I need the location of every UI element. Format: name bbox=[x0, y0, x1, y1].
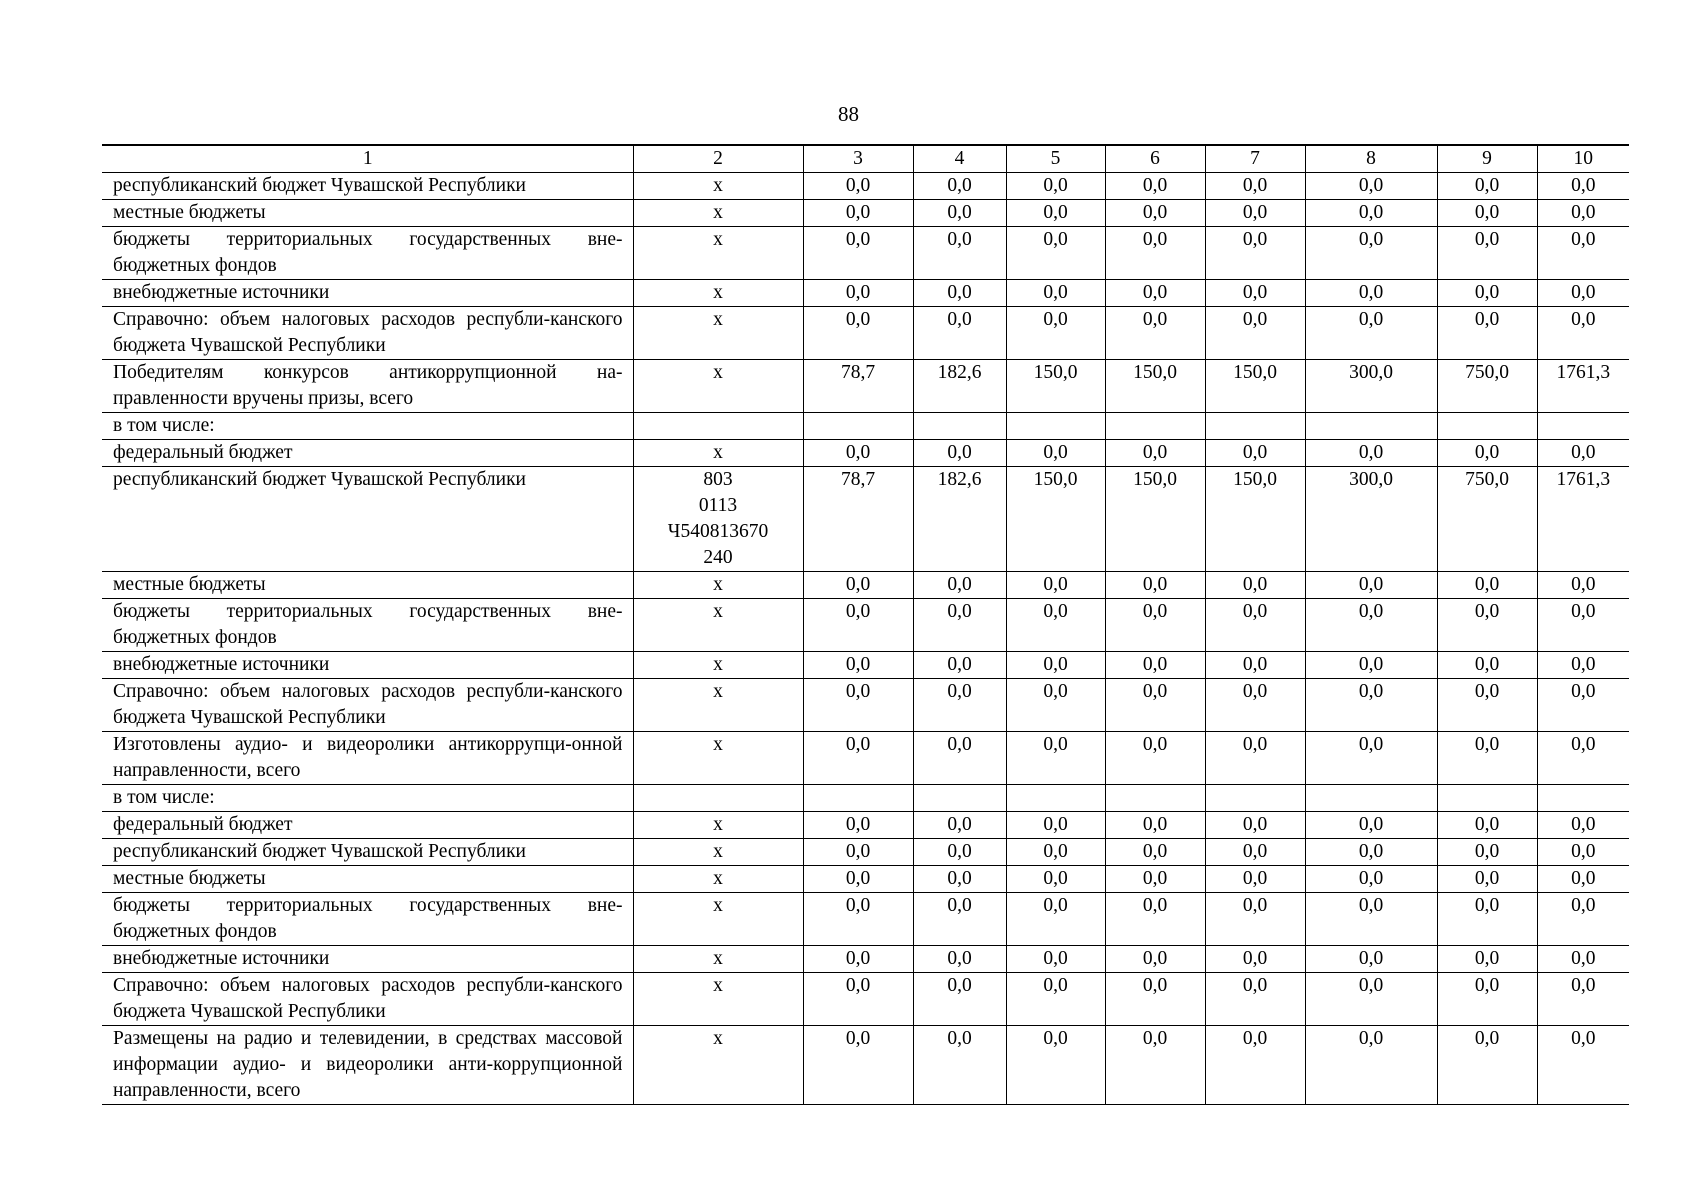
value-cell: 300,0 bbox=[1305, 360, 1437, 413]
value-cell: 150,0 bbox=[1105, 360, 1205, 413]
value-cell: 0,0 bbox=[1006, 1026, 1105, 1105]
value-cell bbox=[1105, 785, 1205, 812]
value-cell bbox=[1537, 413, 1629, 440]
table-row bbox=[102, 785, 1629, 812]
value-cell: 0,0 bbox=[1437, 227, 1537, 280]
value-cell: 0,0 bbox=[1537, 679, 1629, 732]
table-row bbox=[102, 839, 1629, 866]
row-label: внебюджетные источники bbox=[102, 652, 633, 679]
value-cell bbox=[1205, 785, 1305, 812]
value-cell: 0,0 bbox=[1205, 732, 1305, 785]
value-cell: 0,0 bbox=[1006, 679, 1105, 732]
value-cell: 0,0 bbox=[1006, 307, 1105, 360]
column-number: 4 bbox=[913, 145, 1006, 173]
table-row bbox=[102, 893, 1629, 946]
value-cell: 0,0 bbox=[1437, 307, 1537, 360]
value-cell: 0,0 bbox=[1105, 732, 1205, 785]
value-cell: 0,0 bbox=[1105, 1026, 1205, 1105]
value-cell: 0,0 bbox=[803, 946, 913, 973]
value-cell: 0,0 bbox=[1305, 839, 1437, 866]
row-label: республиканский бюджет Чувашской Республики bbox=[102, 467, 633, 572]
value-cell: 0,0 bbox=[1305, 732, 1437, 785]
budget-code: x bbox=[633, 973, 803, 1026]
table-row bbox=[102, 227, 1629, 280]
value-cell: 0,0 bbox=[1437, 839, 1537, 866]
value-cell: 0,0 bbox=[1205, 173, 1305, 200]
value-cell: 0,0 bbox=[1305, 866, 1437, 893]
table-row bbox=[102, 679, 1629, 732]
value-cell: 78,7 bbox=[803, 360, 913, 413]
value-cell: 0,0 bbox=[1006, 973, 1105, 1026]
value-cell: 0,0 bbox=[1305, 652, 1437, 679]
value-cell: 0,0 bbox=[1006, 839, 1105, 866]
budget-code: x bbox=[633, 839, 803, 866]
row-label: бюджеты территориальных государственных вне-бюджетных фондов bbox=[102, 599, 633, 652]
value-cell: 0,0 bbox=[803, 307, 913, 360]
value-cell: 0,0 bbox=[1105, 227, 1205, 280]
value-cell: 150,0 bbox=[1205, 360, 1305, 413]
value-cell: 182,6 bbox=[913, 360, 1006, 413]
value-cell: 0,0 bbox=[1006, 893, 1105, 946]
column-number: 3 bbox=[803, 145, 913, 173]
value-cell: 0,0 bbox=[913, 652, 1006, 679]
value-cell bbox=[1305, 785, 1437, 812]
value-cell: 0,0 bbox=[803, 652, 913, 679]
value-cell: 0,0 bbox=[1006, 652, 1105, 679]
value-cell: 0,0 bbox=[1006, 732, 1105, 785]
row-label: федеральный бюджет bbox=[102, 440, 633, 467]
value-cell: 0,0 bbox=[1205, 973, 1305, 1026]
budget-code: x bbox=[633, 173, 803, 200]
value-cell: 0,0 bbox=[913, 946, 1006, 973]
value-cell: 0,0 bbox=[803, 280, 913, 307]
value-cell: 0,0 bbox=[1205, 227, 1305, 280]
value-cell: 0,0 bbox=[803, 173, 913, 200]
value-cell: 0,0 bbox=[1537, 599, 1629, 652]
row-label: бюджеты территориальных государственных вне-бюджетных фондов bbox=[102, 893, 633, 946]
table-row bbox=[102, 360, 1629, 413]
value-cell: 0,0 bbox=[1205, 679, 1305, 732]
budget-code: x bbox=[633, 572, 803, 599]
value-cell: 0,0 bbox=[1437, 440, 1537, 467]
budget-code: x bbox=[633, 440, 803, 467]
value-cell: 0,0 bbox=[1006, 200, 1105, 227]
table-row bbox=[102, 812, 1629, 839]
row-label: Изготовлены аудио- и видеоролики антикоррупци-онной направленности, всего bbox=[102, 732, 633, 785]
value-cell: 0,0 bbox=[1537, 200, 1629, 227]
budget-code: x bbox=[633, 307, 803, 360]
value-cell: 0,0 bbox=[1105, 599, 1205, 652]
value-cell: 0,0 bbox=[1006, 572, 1105, 599]
value-cell: 0,0 bbox=[1006, 599, 1105, 652]
value-cell: 0,0 bbox=[1537, 973, 1629, 1026]
value-cell: 0,0 bbox=[913, 679, 1006, 732]
value-cell: 0,0 bbox=[1537, 652, 1629, 679]
row-label: Справочно: объем налоговых расходов республи-канского бюджета Чувашской Республики bbox=[102, 973, 633, 1026]
value-cell: 0,0 bbox=[1006, 280, 1105, 307]
value-cell: 0,0 bbox=[803, 866, 913, 893]
value-cell: 0,0 bbox=[1305, 280, 1437, 307]
table-row bbox=[102, 866, 1629, 893]
budget-code: x bbox=[633, 360, 803, 413]
value-cell: 0,0 bbox=[913, 572, 1006, 599]
budget-code: x bbox=[633, 732, 803, 785]
value-cell: 0,0 bbox=[803, 812, 913, 839]
value-cell: 0,0 bbox=[1305, 812, 1437, 839]
value-cell: 0,0 bbox=[1205, 893, 1305, 946]
value-cell bbox=[803, 413, 913, 440]
value-cell: 0,0 bbox=[803, 893, 913, 946]
row-label: в том числе: bbox=[102, 413, 633, 440]
value-cell bbox=[913, 785, 1006, 812]
value-cell: 0,0 bbox=[1205, 307, 1305, 360]
budget-code: x bbox=[633, 1026, 803, 1105]
column-number: 7 bbox=[1205, 145, 1305, 173]
value-cell: 0,0 bbox=[1437, 946, 1537, 973]
value-cell: 0,0 bbox=[1205, 440, 1305, 467]
value-cell: 0,0 bbox=[1006, 812, 1105, 839]
column-number: 9 bbox=[1437, 145, 1537, 173]
value-cell: 0,0 bbox=[1437, 866, 1537, 893]
table-row bbox=[102, 1026, 1629, 1105]
value-cell: 0,0 bbox=[1006, 440, 1105, 467]
value-cell: 0,0 bbox=[1006, 866, 1105, 893]
row-label: местные бюджеты bbox=[102, 200, 633, 227]
value-cell: 0,0 bbox=[1437, 893, 1537, 946]
row-label: республиканский бюджет Чувашской Республики bbox=[102, 839, 633, 866]
page-number: 88 bbox=[838, 102, 859, 126]
budget-code: x bbox=[633, 200, 803, 227]
value-cell: 0,0 bbox=[1537, 280, 1629, 307]
value-cell: 0,0 bbox=[1105, 280, 1205, 307]
value-cell: 0,0 bbox=[913, 839, 1006, 866]
value-cell: 0,0 bbox=[1205, 599, 1305, 652]
value-cell: 0,0 bbox=[1105, 307, 1205, 360]
value-cell: 0,0 bbox=[803, 599, 913, 652]
value-cell: 1761,3 bbox=[1537, 360, 1629, 413]
row-label: Справочно: объем налоговых расходов республи-канского бюджета Чувашской Республики bbox=[102, 679, 633, 732]
value-cell: 0,0 bbox=[913, 599, 1006, 652]
value-cell: 0,0 bbox=[1437, 652, 1537, 679]
budget-code: x bbox=[633, 280, 803, 307]
table-row bbox=[102, 173, 1629, 200]
value-cell: 0,0 bbox=[803, 839, 913, 866]
value-cell bbox=[1437, 413, 1537, 440]
value-cell: 0,0 bbox=[1105, 440, 1205, 467]
value-cell: 0,0 bbox=[1537, 893, 1629, 946]
value-cell: 0,0 bbox=[1305, 973, 1437, 1026]
table-body bbox=[102, 145, 1629, 1105]
budget-code bbox=[633, 413, 803, 440]
value-cell: 0,0 bbox=[1437, 599, 1537, 652]
value-cell: 0,0 bbox=[1105, 893, 1205, 946]
value-cell: 0,0 bbox=[1305, 227, 1437, 280]
value-cell: 0,0 bbox=[1305, 572, 1437, 599]
value-cell: 0,0 bbox=[1205, 280, 1305, 307]
table-row bbox=[102, 652, 1629, 679]
table-row bbox=[102, 572, 1629, 599]
value-cell: 0,0 bbox=[1205, 200, 1305, 227]
budget-code: 803 0113 Ч540813670 240 bbox=[633, 467, 803, 572]
row-label: республиканский бюджет Чувашской Республики bbox=[102, 173, 633, 200]
value-cell: 0,0 bbox=[1205, 572, 1305, 599]
budget-code: x bbox=[633, 679, 803, 732]
value-cell: 0,0 bbox=[803, 732, 913, 785]
value-cell: 0,0 bbox=[1305, 679, 1437, 732]
column-number: 5 bbox=[1006, 145, 1105, 173]
row-label: Размещены на радио и телевидении, в средствах массовой информации аудио- и видеоролики анти-коррупционной направленности, всего bbox=[102, 1026, 633, 1105]
value-cell: 0,0 bbox=[1305, 599, 1437, 652]
column-number: 1 bbox=[102, 145, 633, 173]
budget-code: x bbox=[633, 812, 803, 839]
value-cell bbox=[803, 785, 913, 812]
value-cell: 0,0 bbox=[1006, 227, 1105, 280]
value-cell: 0,0 bbox=[1437, 973, 1537, 1026]
value-cell: 0,0 bbox=[1537, 812, 1629, 839]
budget-code: x bbox=[633, 227, 803, 280]
value-cell: 150,0 bbox=[1006, 467, 1105, 572]
column-number-row bbox=[102, 145, 1629, 173]
table-row bbox=[102, 200, 1629, 227]
value-cell bbox=[1437, 785, 1537, 812]
value-cell: 0,0 bbox=[913, 173, 1006, 200]
value-cell bbox=[1205, 413, 1305, 440]
value-cell: 0,0 bbox=[1105, 946, 1205, 973]
value-cell: 0,0 bbox=[1305, 893, 1437, 946]
value-cell: 0,0 bbox=[803, 227, 913, 280]
value-cell bbox=[1006, 413, 1105, 440]
budget-table bbox=[102, 144, 1629, 1105]
value-cell: 0,0 bbox=[803, 440, 913, 467]
value-cell: 0,0 bbox=[1105, 866, 1205, 893]
value-cell: 150,0 bbox=[1205, 467, 1305, 572]
value-cell: 0,0 bbox=[913, 973, 1006, 1026]
value-cell: 0,0 bbox=[1537, 732, 1629, 785]
value-cell: 150,0 bbox=[1105, 467, 1205, 572]
value-cell: 0,0 bbox=[913, 227, 1006, 280]
value-cell: 0,0 bbox=[913, 280, 1006, 307]
value-cell: 0,0 bbox=[1537, 227, 1629, 280]
value-cell: 0,0 bbox=[913, 307, 1006, 360]
value-cell: 0,0 bbox=[803, 200, 913, 227]
value-cell: 0,0 bbox=[1537, 572, 1629, 599]
value-cell: 0,0 bbox=[913, 893, 1006, 946]
value-cell bbox=[1006, 785, 1105, 812]
table-row bbox=[102, 732, 1629, 785]
value-cell: 0,0 bbox=[913, 1026, 1006, 1105]
value-cell: 0,0 bbox=[1437, 812, 1537, 839]
value-cell bbox=[1537, 785, 1629, 812]
table-row bbox=[102, 467, 1629, 572]
value-cell: 0,0 bbox=[913, 440, 1006, 467]
value-cell: 0,0 bbox=[1205, 1026, 1305, 1105]
value-cell: 78,7 bbox=[803, 467, 913, 572]
value-cell: 0,0 bbox=[1537, 440, 1629, 467]
budget-code: x bbox=[633, 652, 803, 679]
budget-code: x bbox=[633, 866, 803, 893]
row-label: внебюджетные источники bbox=[102, 280, 633, 307]
value-cell: 1761,3 bbox=[1537, 467, 1629, 572]
value-cell: 0,0 bbox=[1537, 307, 1629, 360]
table-row bbox=[102, 973, 1629, 1026]
value-cell: 0,0 bbox=[1105, 572, 1205, 599]
value-cell: 0,0 bbox=[913, 200, 1006, 227]
value-cell: 0,0 bbox=[1205, 866, 1305, 893]
value-cell: 0,0 bbox=[1537, 946, 1629, 973]
row-label: бюджеты территориальных государственных вне-бюджетных фондов bbox=[102, 227, 633, 280]
row-label: местные бюджеты bbox=[102, 572, 633, 599]
value-cell: 0,0 bbox=[913, 812, 1006, 839]
budget-code: x bbox=[633, 599, 803, 652]
value-cell: 0,0 bbox=[803, 572, 913, 599]
column-number: 10 bbox=[1537, 145, 1629, 173]
value-cell: 0,0 bbox=[1205, 652, 1305, 679]
value-cell: 0,0 bbox=[1105, 679, 1205, 732]
value-cell: 0,0 bbox=[1305, 1026, 1437, 1105]
value-cell: 0,0 bbox=[1305, 440, 1437, 467]
value-cell: 0,0 bbox=[1437, 200, 1537, 227]
value-cell: 0,0 bbox=[1437, 173, 1537, 200]
row-label: в том числе: bbox=[102, 785, 633, 812]
table-row bbox=[102, 413, 1629, 440]
value-cell: 0,0 bbox=[1537, 173, 1629, 200]
value-cell: 0,0 bbox=[803, 973, 913, 1026]
value-cell: 0,0 bbox=[1205, 812, 1305, 839]
table-row bbox=[102, 599, 1629, 652]
value-cell: 0,0 bbox=[1006, 946, 1105, 973]
value-cell: 0,0 bbox=[1437, 1026, 1537, 1105]
value-cell: 0,0 bbox=[803, 679, 913, 732]
value-cell bbox=[913, 413, 1006, 440]
column-number: 8 bbox=[1305, 145, 1437, 173]
value-cell: 0,0 bbox=[1437, 732, 1537, 785]
table-row bbox=[102, 280, 1629, 307]
value-cell: 0,0 bbox=[803, 1026, 913, 1105]
value-cell: 182,6 bbox=[913, 467, 1006, 572]
value-cell: 0,0 bbox=[1105, 200, 1205, 227]
column-number: 6 bbox=[1105, 145, 1205, 173]
value-cell: 0,0 bbox=[1305, 307, 1437, 360]
row-label: внебюджетные источники bbox=[102, 946, 633, 973]
value-cell: 0,0 bbox=[913, 866, 1006, 893]
value-cell bbox=[1305, 413, 1437, 440]
value-cell: 0,0 bbox=[1205, 946, 1305, 973]
value-cell: 0,0 bbox=[1105, 173, 1205, 200]
value-cell: 0,0 bbox=[1006, 173, 1105, 200]
value-cell: 0,0 bbox=[1305, 200, 1437, 227]
budget-code bbox=[633, 785, 803, 812]
value-cell bbox=[1105, 413, 1205, 440]
value-cell: 0,0 bbox=[1437, 679, 1537, 732]
value-cell: 0,0 bbox=[1305, 946, 1437, 973]
value-cell: 0,0 bbox=[1205, 839, 1305, 866]
row-label: местные бюджеты bbox=[102, 866, 633, 893]
table-row bbox=[102, 946, 1629, 973]
row-label: Победителям конкурсов антикоррупционной на-правленности вручены призы, всего bbox=[102, 360, 633, 413]
value-cell: 0,0 bbox=[1437, 572, 1537, 599]
column-number: 2 bbox=[633, 145, 803, 173]
value-cell: 0,0 bbox=[1537, 866, 1629, 893]
value-cell: 750,0 bbox=[1437, 467, 1537, 572]
value-cell: 0,0 bbox=[1305, 173, 1437, 200]
value-cell: 0,0 bbox=[1437, 280, 1537, 307]
value-cell: 150,0 bbox=[1006, 360, 1105, 413]
table-row bbox=[102, 307, 1629, 360]
value-cell: 0,0 bbox=[1105, 839, 1205, 866]
value-cell: 300,0 bbox=[1305, 467, 1437, 572]
value-cell: 0,0 bbox=[1537, 839, 1629, 866]
budget-code: x bbox=[633, 946, 803, 973]
value-cell: 0,0 bbox=[1105, 652, 1205, 679]
table-row bbox=[102, 440, 1629, 467]
value-cell: 0,0 bbox=[1105, 812, 1205, 839]
row-label: федеральный бюджет bbox=[102, 812, 633, 839]
row-label: Справочно: объем налоговых расходов республи-канского бюджета Чувашской Республики bbox=[102, 307, 633, 360]
value-cell: 0,0 bbox=[913, 732, 1006, 785]
budget-code: x bbox=[633, 893, 803, 946]
value-cell: 0,0 bbox=[1537, 1026, 1629, 1105]
value-cell: 750,0 bbox=[1437, 360, 1537, 413]
value-cell: 0,0 bbox=[1105, 973, 1205, 1026]
